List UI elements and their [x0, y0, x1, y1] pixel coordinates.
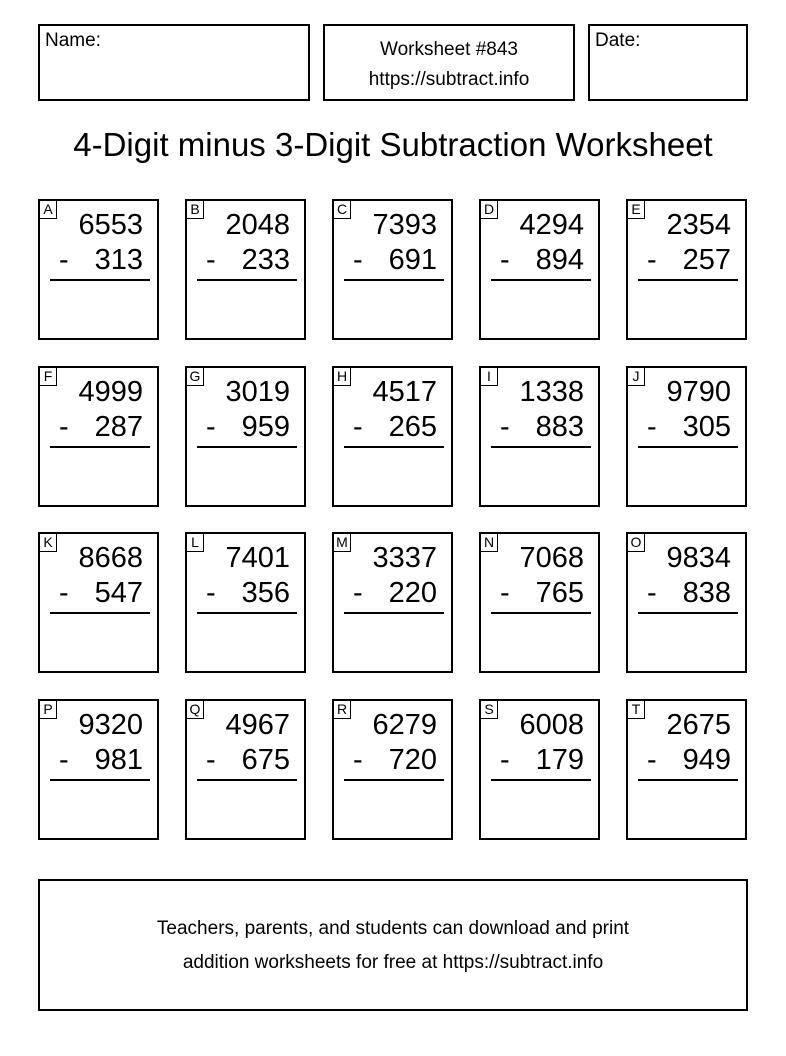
- minuend: 4967: [225, 709, 290, 741]
- minus-sign: -: [353, 244, 363, 276]
- minus-sign: -: [500, 744, 510, 776]
- name-box: [38, 24, 310, 101]
- footer-line-2: addition worksheets for free at https://subtract.info: [182, 952, 604, 973]
- answer-line: [491, 612, 591, 614]
- minus-sign: -: [206, 744, 216, 776]
- answer-line: [638, 612, 738, 614]
- problem-box-c: [332, 199, 453, 340]
- minuend: 3337: [372, 542, 437, 574]
- minus-sign: -: [353, 577, 363, 609]
- problem-box-r: [332, 699, 453, 840]
- answer-line: [50, 612, 150, 614]
- minus-sign: -: [206, 244, 216, 276]
- answer-line: [197, 279, 297, 281]
- subtrahend: 883: [535, 411, 584, 443]
- subtrahend: 313: [94, 244, 143, 276]
- minus-sign: -: [353, 411, 363, 443]
- answer-line: [50, 279, 150, 281]
- subtrahend: 765: [535, 577, 584, 609]
- subtrahend: 720: [388, 744, 437, 776]
- name-label: Name:: [45, 30, 101, 51]
- subtrahend: 675: [241, 744, 290, 776]
- subtrahend: 356: [241, 577, 290, 609]
- problem-box-h: [332, 366, 453, 507]
- minuend: 6008: [519, 709, 584, 741]
- minuend: 9320: [78, 709, 143, 741]
- date-label: Date:: [595, 30, 641, 51]
- problem-box-p: [38, 699, 159, 840]
- subtrahend: 265: [388, 411, 437, 443]
- problem-box-g: [185, 366, 306, 507]
- subtrahend: 959: [241, 411, 290, 443]
- minuend: 8668: [78, 542, 143, 574]
- subtrahend: 257: [682, 244, 731, 276]
- subtrahend: 547: [94, 577, 143, 609]
- minuend: 7401: [225, 542, 290, 574]
- problem-box-o: [626, 532, 747, 673]
- problem-letter: C: [333, 200, 351, 219]
- answer-line: [197, 612, 297, 614]
- subtrahend: 220: [388, 577, 437, 609]
- answer-line: [491, 446, 591, 448]
- problem-letter: H: [333, 367, 351, 386]
- problem-box-d: [479, 199, 600, 340]
- minuend: 7068: [519, 542, 584, 574]
- problem-box-a: [38, 199, 159, 340]
- answer-line: [344, 446, 444, 448]
- minuend: 9790: [666, 376, 731, 408]
- minuend: 4294: [519, 209, 584, 241]
- subtrahend: 981: [94, 744, 143, 776]
- minus-sign: -: [353, 744, 363, 776]
- answer-line: [638, 779, 738, 781]
- problem-letter: F: [39, 367, 57, 386]
- problem-box-f: [38, 366, 159, 507]
- problem-box-m: [332, 532, 453, 673]
- minus-sign: -: [59, 577, 69, 609]
- problem-letter: N: [480, 533, 498, 552]
- minuend: 6279: [372, 709, 437, 741]
- minus-sign: -: [59, 244, 69, 276]
- problem-box-i: [479, 366, 600, 507]
- answer-line: [344, 779, 444, 781]
- minuend: 2675: [666, 709, 731, 741]
- problem-letter: S: [480, 700, 498, 719]
- answer-line: [50, 446, 150, 448]
- answer-line: [638, 279, 738, 281]
- minus-sign: -: [59, 744, 69, 776]
- footer-line-1: Teachers, parents, and students can download and print: [156, 918, 630, 939]
- answer-line: [344, 279, 444, 281]
- worksheet-number: Worksheet #843: [379, 39, 518, 60]
- page-title: 4-Digit minus 3-Digit Subtraction Worksheet: [73, 126, 713, 163]
- worksheet-url: https://subtract.info: [368, 69, 530, 90]
- minuend: 7393: [372, 209, 437, 241]
- minuend: 9834: [666, 542, 731, 574]
- minuend: 6553: [78, 209, 143, 241]
- problem-letter: R: [333, 700, 351, 719]
- subtrahend: 691: [388, 244, 437, 276]
- answer-line: [197, 446, 297, 448]
- problem-box-l: [185, 532, 306, 673]
- minuend: 2354: [666, 209, 731, 241]
- problem-box-k: [38, 532, 159, 673]
- answer-line: [638, 446, 738, 448]
- problem-box-b: [185, 199, 306, 340]
- minus-sign: -: [647, 744, 657, 776]
- minus-sign: -: [647, 577, 657, 609]
- subtrahend: 179: [535, 744, 584, 776]
- problem-letter: P: [39, 700, 57, 719]
- answer-line: [491, 779, 591, 781]
- subtrahend: 233: [241, 244, 290, 276]
- problem-letter: M: [333, 533, 351, 552]
- problem-letter: Q: [186, 700, 204, 719]
- problem-letter: D: [480, 200, 498, 219]
- footer-box: [38, 879, 748, 1011]
- minuend: 1338: [519, 376, 584, 408]
- problem-box-e: [626, 199, 747, 340]
- answer-line: [344, 612, 444, 614]
- minuend: 2048: [225, 209, 290, 241]
- problem-letter: A: [39, 200, 57, 219]
- problem-letter: B: [186, 200, 204, 219]
- answer-line: [491, 279, 591, 281]
- minus-sign: -: [500, 244, 510, 276]
- subtrahend: 894: [535, 244, 584, 276]
- minus-sign: -: [647, 411, 657, 443]
- minus-sign: -: [500, 411, 510, 443]
- worksheet-info-box: [323, 24, 575, 101]
- subtrahend: 305: [682, 411, 731, 443]
- minuend: 4517: [372, 376, 437, 408]
- minus-sign: -: [647, 244, 657, 276]
- problem-letter: G: [186, 367, 204, 386]
- problem-letter: O: [627, 533, 645, 552]
- subtrahend: 287: [94, 411, 143, 443]
- problem-box-q: [185, 699, 306, 840]
- problem-box-n: [479, 532, 600, 673]
- problem-letter: J: [627, 367, 645, 386]
- subtrahend: 838: [682, 577, 731, 609]
- problem-letter: E: [627, 200, 645, 219]
- minus-sign: -: [500, 577, 510, 609]
- minuend: 4999: [78, 376, 143, 408]
- subtrahend: 949: [682, 744, 731, 776]
- minus-sign: -: [59, 411, 69, 443]
- answer-line: [197, 779, 297, 781]
- problem-letter: T: [627, 700, 645, 719]
- minus-sign: -: [206, 577, 216, 609]
- minus-sign: -: [206, 411, 216, 443]
- problem-letter: L: [186, 533, 204, 552]
- problem-box-t: [626, 699, 747, 840]
- problem-box-s: [479, 699, 600, 840]
- minuend: 3019: [225, 376, 290, 408]
- problem-letter: K: [39, 533, 57, 552]
- problem-box-j: [626, 366, 747, 507]
- date-box: [588, 24, 748, 101]
- answer-line: [50, 779, 150, 781]
- problem-letter: I: [480, 367, 498, 386]
